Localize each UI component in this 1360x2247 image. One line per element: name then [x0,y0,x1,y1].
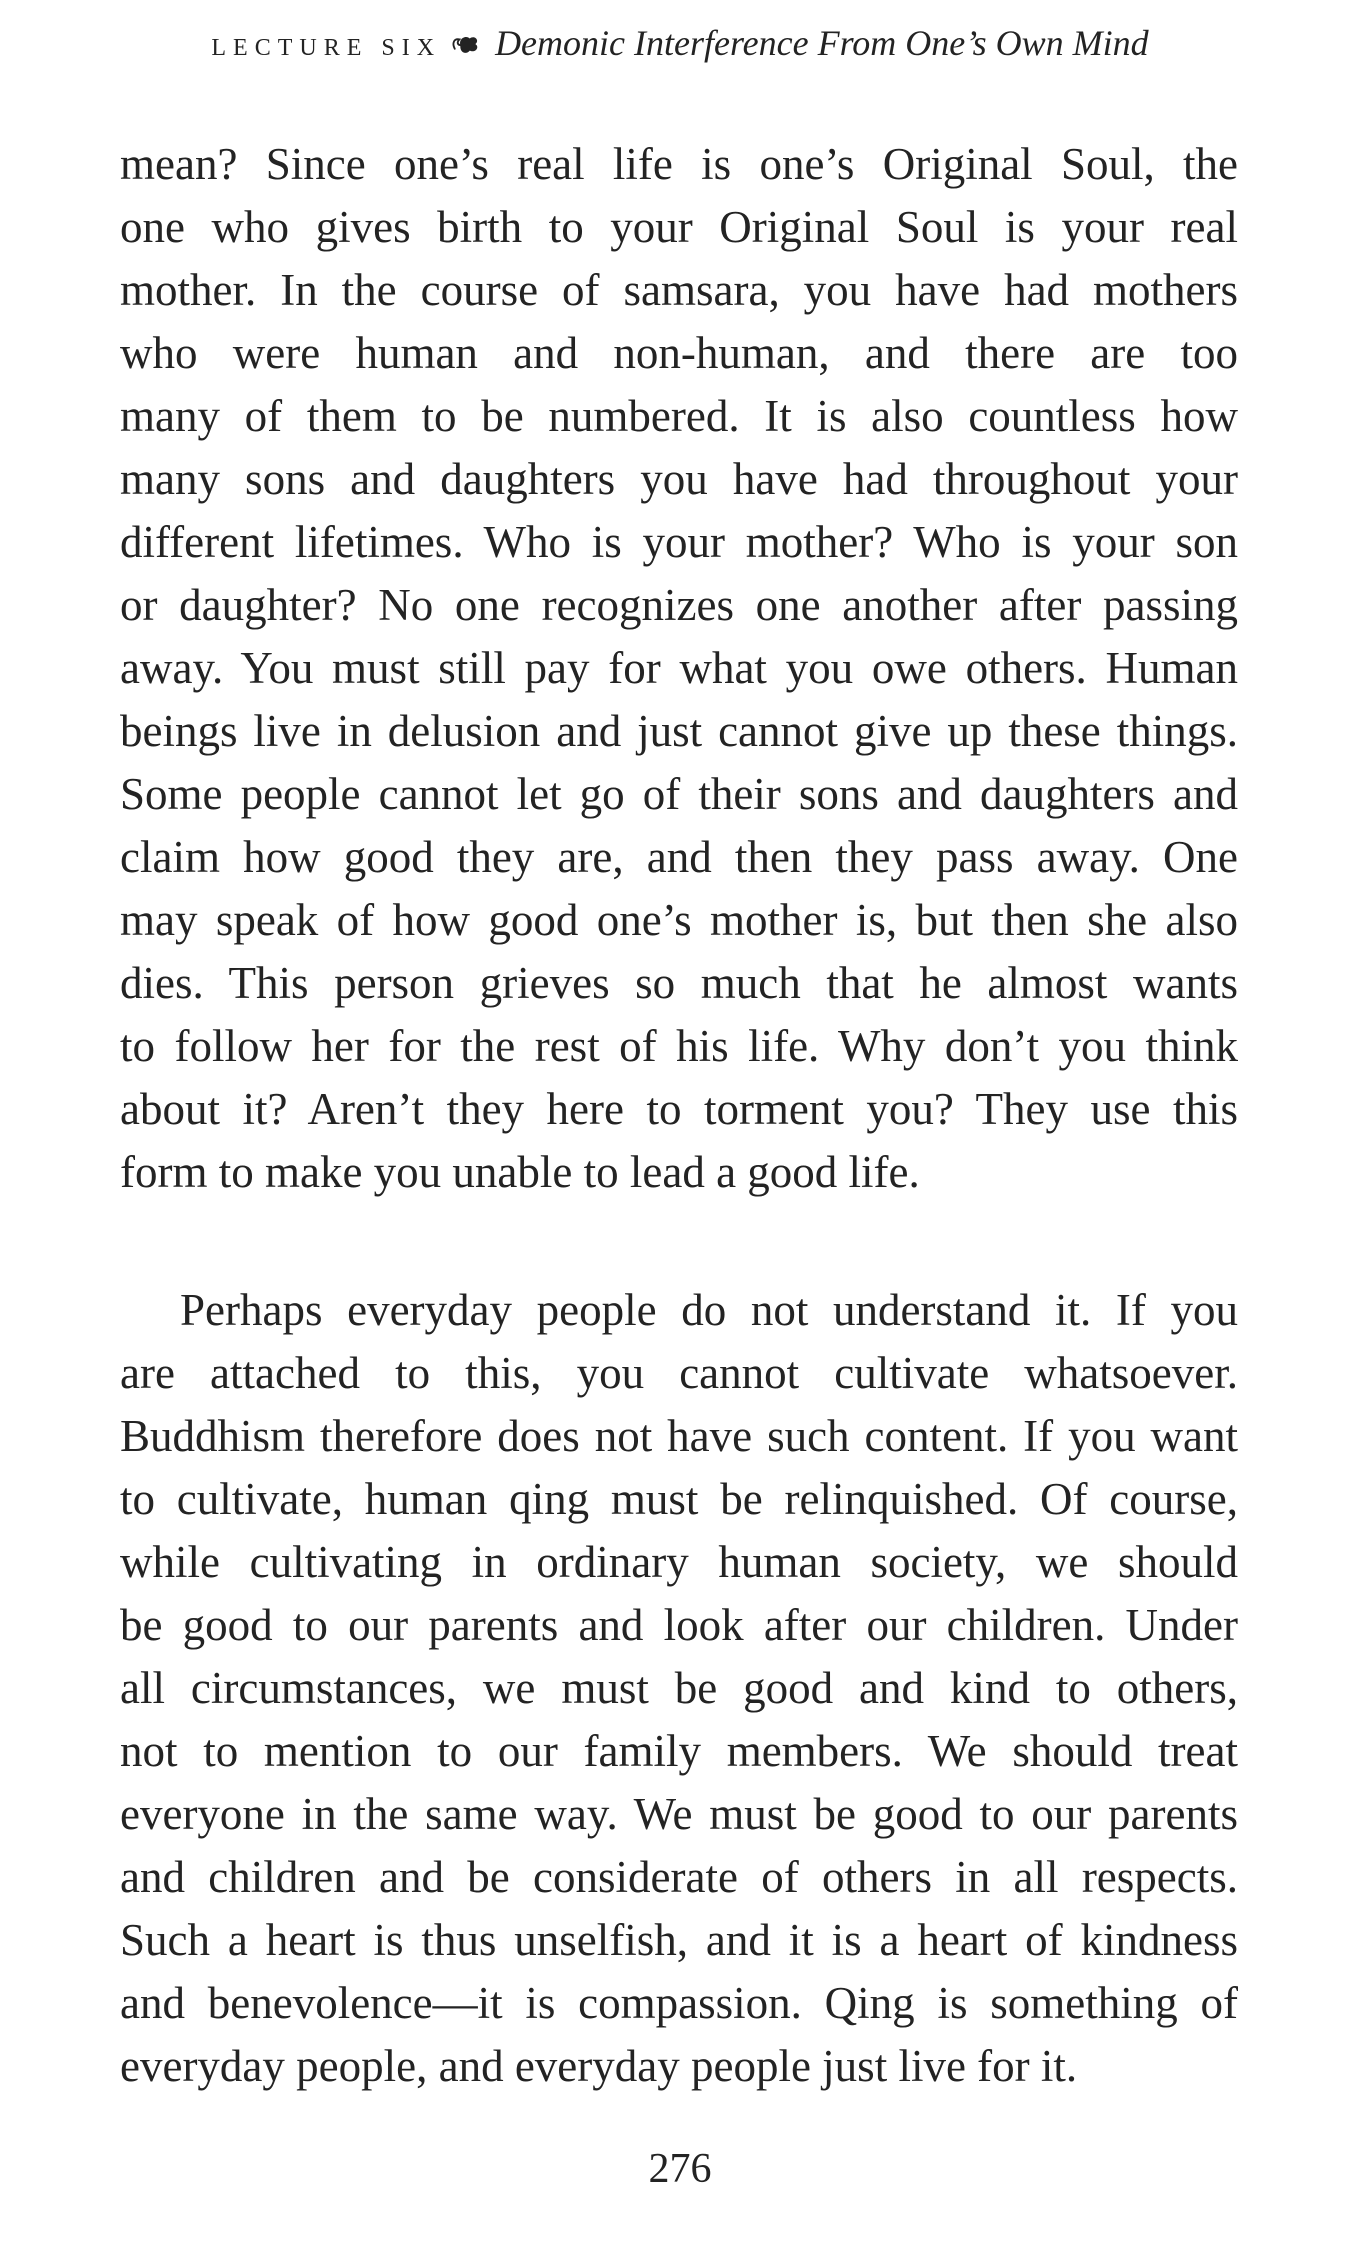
text-line: are attached to this, you cannot cultivate whatsoever. [120,1348,1238,1398]
text-line: mother. In the course of samsara, you have had mothers [120,265,1238,315]
text-line: dies. This person grieves so much that he almost wants [120,958,1238,1008]
text-line: who were human and non-human, and there are too [120,328,1238,378]
text-line: about it? Aren’t they here to torment you? They use this [120,1084,1238,1134]
text-line: all circumstances, we must be good and kind to others, [120,1663,1238,1713]
text-line: Buddhism therefore does not have such content. If you want [120,1411,1238,1461]
chapter-title: Demonic Interference From One’s Own Mind [495,23,1149,63]
paragraph [120,133,1238,1204]
text-line: one who gives birth to your Original Soul is your real [120,202,1238,252]
text-line: claim how good they are, and then they pass away. One [120,832,1238,882]
paragraph [120,1279,1238,2098]
text-line: not to mention to our family members. We should treat [120,1726,1238,1776]
text-line: different lifetimes. Who is your mother? Who is your son [120,517,1238,567]
text-line: and benevolence—it is compassion. Qing is something of [120,1978,1238,2028]
text-line: and children and be considerate of others in all respects. [120,1852,1238,1902]
text-line: may speak of how good one’s mother is, but then she also [120,895,1238,945]
body-text [120,133,1238,2098]
text-line: everyday people, and everyday people just live for it. [120,2041,1078,2091]
text-line: Some people cannot let go of their sons and daughters and [120,769,1238,819]
text-line: mean? Since one’s real life is one’s Original Soul, the [120,139,1238,189]
text-line: while cultivating in ordinary human society, we should [120,1537,1238,1587]
running-header [0,22,1360,64]
text-line: to cultivate, human qing must be relinquished. Of course, [120,1474,1238,1524]
text-line: many of them to be numbered. It is also countless how [120,391,1238,441]
text-line: or daughter? No one recognizes one another after passing [120,580,1238,630]
lecture-label: LECTURE SIX [211,35,442,61]
text-line: be good to our parents and look after our children. Under [120,1600,1238,1650]
text-line: everyone in the same way. We must be good to our parents [120,1789,1238,1839]
text-line: to follow her for the rest of his life. Why don’t you think [120,1021,1238,1071]
text-line: form to make you unable to lead a good life. [120,1147,920,1197]
text-line: Such a heart is thus unselfish, and it is a heart of kindness [120,1915,1238,1965]
hedera-ornament-icon [451,33,481,62]
text-line: many sons and daughters you have had throughout your [120,454,1238,504]
text-line: beings live in delusion and just cannot give up these things. [120,706,1238,756]
text-line: Perhaps everyday people do not understand it. If you [180,1285,1238,1335]
text-line: away. You must still pay for what you owe others. Human [120,643,1238,693]
page-number: 276 [648,2146,712,2192]
